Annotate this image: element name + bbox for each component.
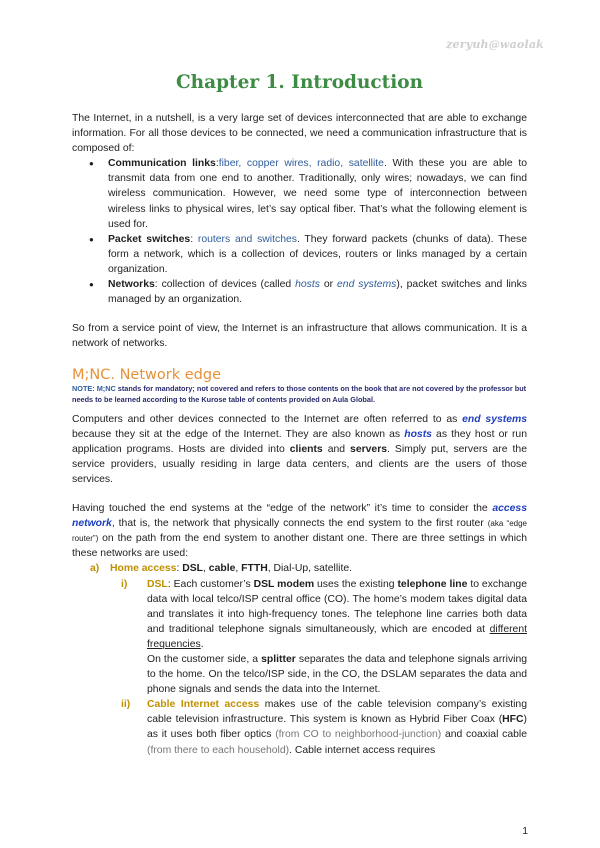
text: , that is, the network that physically connects the end system to the first router [111,518,488,530]
term: FTTH [241,563,268,575]
term-hosts: hosts [404,428,432,440]
text: uses the existing [314,578,398,590]
term-servers: servers [350,443,388,455]
highlight: end systems [337,279,397,291]
page-number: 1 [522,826,528,837]
access-settings-list [72,561,527,757]
chapter-title: Chapter 1. Introduction [175,72,424,93]
text: . With these you are able to transmit data from one end to another. Traditionally, only wires; nowadays, we can find wireless communication. However, we need some type of interconnection between wireless links to physical wires, let’s say optical fiber. That’s what the following element is used for. [108,158,528,230]
text: and [322,443,351,455]
page-content [72,70,527,758]
text: ), packet switches and links managed by an organization. [108,279,527,306]
text: , [235,563,242,575]
text: . They forward packets (chunks of data). These form a network, which is a collection of devices, routers or links managed by a certain organization. [108,233,527,275]
list-item-communication-links [108,156,527,231]
highlight: routers and switches [197,233,297,245]
term: DSL [182,563,204,575]
text: because they sit at the edge of the Internet. They are also known as [72,428,405,440]
note-text: stands for mandatory; not covered and refers to those contents on the book that are not covered by the professor but needs to be learned according to the Kurose table of contents provided on Aula Global. [72,384,527,404]
dsl-term: DSL [147,578,168,590]
note [72,384,527,405]
text: as they host or run application programs. Hosts are divided into [72,428,527,455]
text: or [319,279,338,291]
watermark: zeryuh@waolak [446,38,544,51]
list-item-packet-switches [108,232,527,277]
computers-paragraph [72,412,527,487]
text: Having touched the end systems at the “edge of the network” it’s time to consider the [72,503,493,515]
term-end-systems: end systems [462,413,528,425]
term-clients: clients [289,443,323,455]
text: : [176,563,183,575]
term: cable [208,563,236,575]
text: to exchange data with local telco/ISP central office (CO). The home’s modem takes digital data and translates it into high-frequency tones. The telephone line carries both data and traditional telephone signals simultaneously, which are encoded at [147,578,527,635]
list-item-networks [108,277,527,307]
list-item-dsl [121,577,528,698]
section-title: M;NC. Network edge [72,367,221,384]
text: , [203,563,209,575]
dsl-paragraph-2 [147,652,527,697]
text: Computers and other devices connected to the Internet are often referred to as [72,413,463,425]
text: ) as it uses both fiber optics [147,714,527,741]
list-marker: i) [121,578,128,590]
infrastructure-list [72,156,527,307]
access-network-paragraph [72,501,527,561]
term: Packet switches [108,233,191,245]
home-access-sublist [110,577,527,758]
underlined-text: different frequencies [147,623,527,650]
highlight: hosts [295,279,320,291]
list-marker: ii) [121,699,131,711]
text: : [215,158,219,170]
note-label: NOTE: M;NC [72,384,116,394]
text: . [200,638,204,650]
text: : collection of devices (called [154,279,296,291]
term: DSL modem [253,578,315,590]
list-item-home-access [90,561,528,757]
term: HFC [502,714,524,726]
text: : [190,233,198,245]
highlight: fiber, copper wires, radio, satellite [218,158,384,170]
text: : Each customer’s [167,578,254,590]
list-marker: a) [90,563,100,575]
text: separates the data and telephone signals arriving to the home. On the telco/ISP side, in the CO, the DSLAM separates the data and phone signals and sends the data into the Internet. [147,654,528,696]
aside: (from CO to neighborhood-junction) [275,729,442,741]
term: splitter [261,654,296,665]
text: . Cable internet access requires [289,744,436,756]
text: makes use of the cable television company’s existing cable television infrastructure. This system is known as Hybrid Fiber Coax ( [147,699,527,726]
text: and coaxial cable [441,729,527,741]
text: . Simply put, servers are the service providers, usually residing in large data centers, and clients are the users of those services. [72,443,527,485]
aside: (aka “edge router”) [72,519,527,544]
home-access-label: Home access [110,563,177,575]
cable-term: Cable Internet access [147,699,260,711]
list-item-cable [121,697,527,757]
intro-paragraph: The Internet, in a nutshell, is a very large set of devices interconnected that are able to exchange information. For all those devices to be connected, we need a communication infrastructure that is composed of: [72,113,527,155]
service-paragraph: So from a service point of view, the Internet is an infrastructure that allows communication. It is a network of networks. [72,323,527,350]
term-access-network: access network [72,503,527,530]
text: , Dial-Up, satellite. [267,563,353,575]
term: Networks [108,279,155,291]
aside: (from there to each household) [147,744,290,756]
term: Communication links [108,158,216,170]
text: on the path from the end system to another distant one. There are three settings in which these networks are used: [72,533,527,560]
term: telephone line [397,578,468,590]
text: On the customer side, a [147,654,262,665]
